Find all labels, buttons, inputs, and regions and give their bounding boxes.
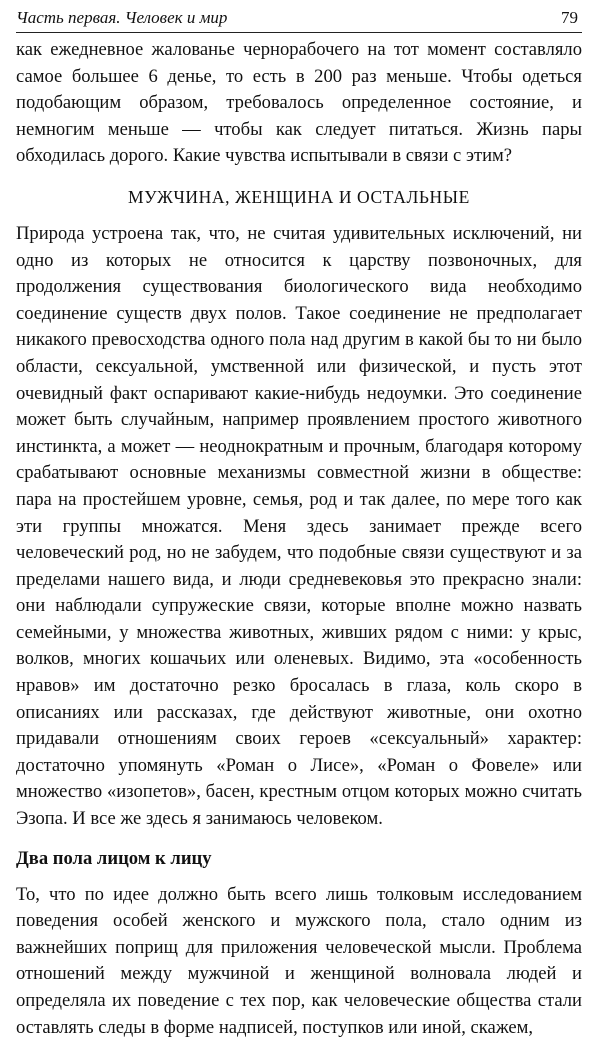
- running-head-title: Часть первая. Человек и мир: [16, 8, 228, 27]
- page-number: 79: [561, 8, 578, 27]
- subsection-heading: Два пола лицом к лицу: [16, 847, 212, 869]
- subsection-paragraph: То, что по идее должно быть всего лишь толковым исследованием поведения особей женского и мужского пола, стало одним из важнейших поприщ для приложения человеческой мысли. Проблема отношений между мужчиной и женщиной волновала людей и определяла их поведение с тех пор, как человеческие общества стали оставлять следы в форме надписей, поступков или иной, скажем,: [16, 883, 582, 1038]
- book-page: [16, 6, 582, 1041]
- running-head: [16, 6, 582, 33]
- section-paragraph: Природа устроена так, что, не считая удивительных исключений, ни одно из которых не относится к царству позвоночных, для продолжения существования биологического вида необходимо соединение существ двух полов. Такое соединение не предполагает никакого превосходства одного пола над другим в какой бы то ни было области, сексуальной, умственной или физической, и пусть этот очевидный факт оспаривают какие-нибудь недоумки. Это соединение может быть случайным, например проявлением простого животного инстинкта, а может — неоднократным и прочным, благодаря которому срабатывают основные механизмы совместной жизни в обществе: пара на простейшем уровне, семья, род и так далее, по мере того как эти группы множатся. Меня здесь занимает прежде всего человеческий род, но не забудем, что подобные связи существуют и за пределами нашего вида, и люди средневековья это прекрасно знали: они наблюдали супружеские связи, которые вполне можно назвать семейными, у множества животных, живших рядом с ними: у крыс, волков, многих кошачьих или оленевых. Видимо, эта «особенность нравов» им достаточно резко бросалась в глаза, коль скоро в описаниях или рассказах, где действуют животные, они охотно придавали отношениям своих героев «сексуальный» характер: достаточно упомянуть «Роман о Лисе», «Роман о Фовеле» или множество «изопетов», басен, крестным отцом которых можно считать Эзопа. И все же здесь я занимаюсь человеком.: [16, 222, 582, 830]
- section-heading: МУЖЧИНА, ЖЕНЩИНА И ОСТАЛЬНЫЕ: [128, 186, 470, 207]
- lead-paragraph: как ежедневное жалованье чернорабочего на тот момент составляло самое большее 6 денье, то есть в 200 раз меньше. Чтобы одеться подобающим образом, требовалось определенное состояние, и немногим меньше — чтобы как следует питаться. Жизнь пары обходилась дорого. Какие чувства испытывали в связи с этим?: [16, 39, 582, 167]
- page-body: [16, 37, 582, 1041]
